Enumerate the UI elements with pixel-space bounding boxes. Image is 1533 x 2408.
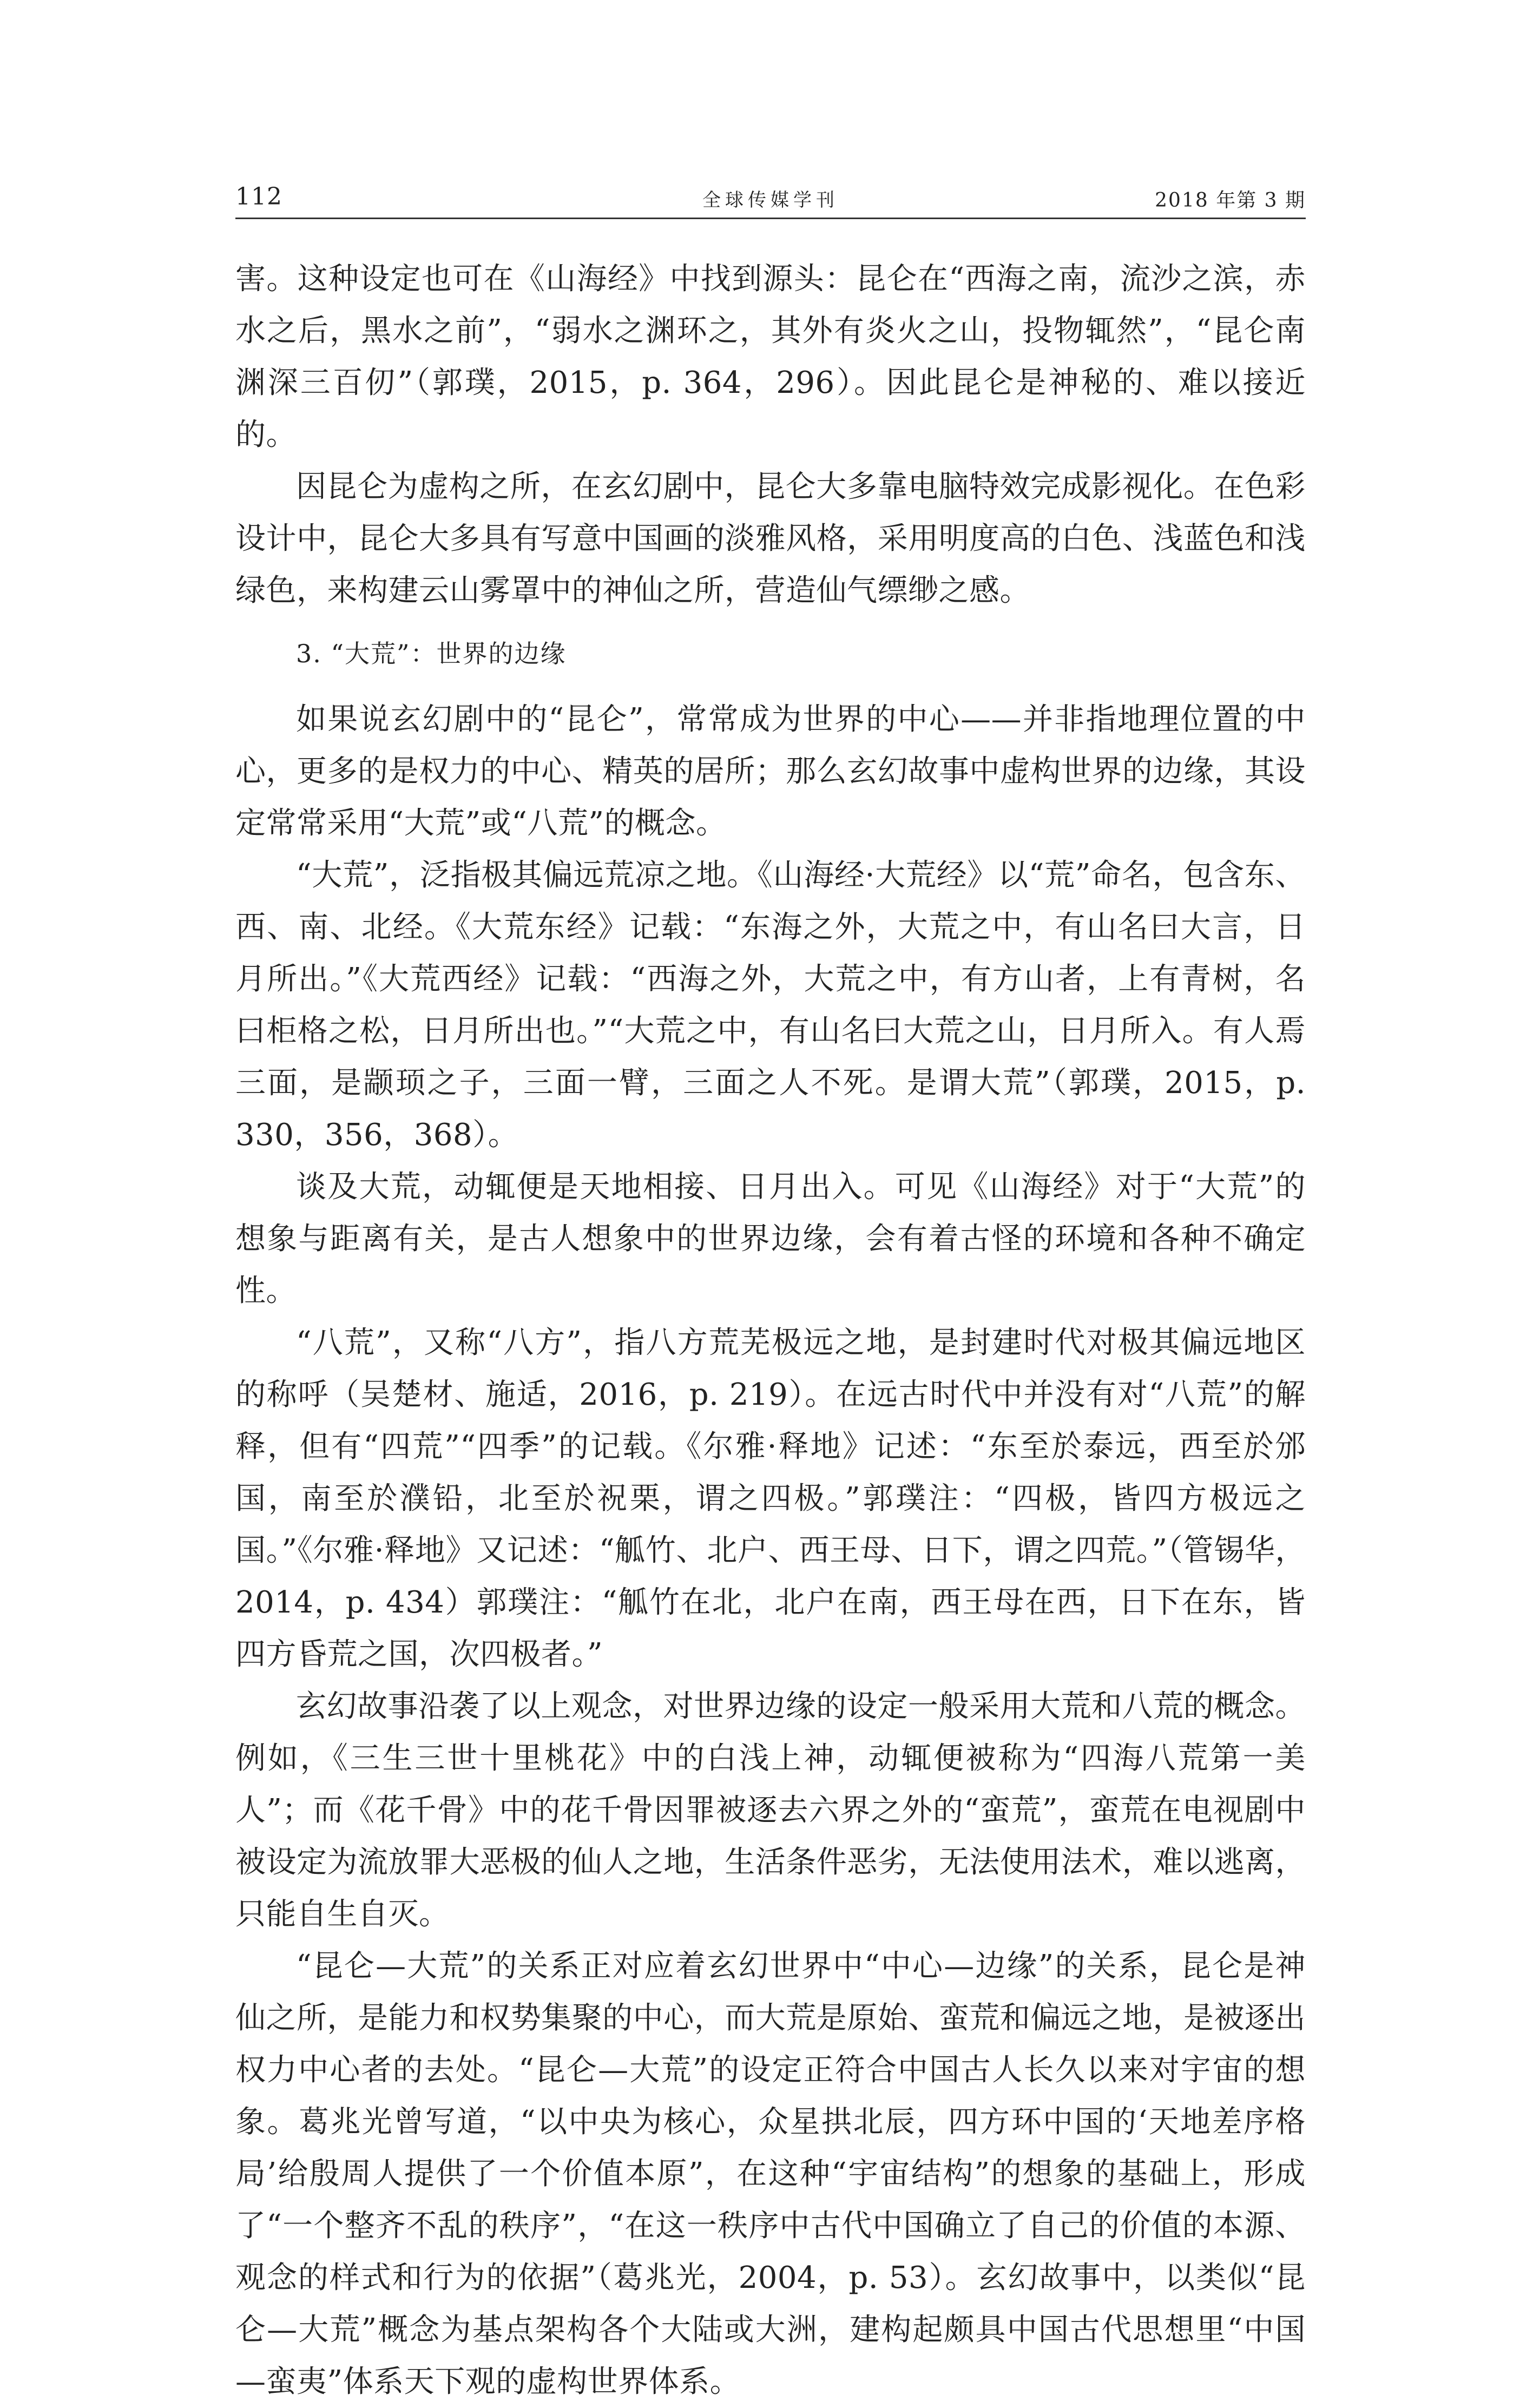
page-number: 112 (235, 183, 282, 210)
journal-title: 全球传媒学刊 (702, 189, 839, 211)
paragraph-dahuang-imagination: 谈及大荒，动辄便是天地相接、日月出入。可见《山海经》对于“大荒”的想象与距离有关，是古人想象中的世界边缘，会有着古怪的环境和各种不确定性。 (235, 1169, 1306, 1308)
paragraph-bahuang: “八荒”，又称“八方”，指八方荒芜极远之地，是封建时代对极其偏远地区的称呼（吴楚材、施适，2016，p. 219）。在远古时代中并没有对“八荒”的解释，但有“四荒”“四季”的记载。《尔雅·释地》记述：“东至於泰远，西至於邠国，南至於濮铅，北至於祝栗，谓之四极。”郭璞注：“四极，皆四方极远之国。”《尔雅·释地》又记述：“觚竹、北户、西王母、日下，谓之四荒。”（管锡华，2014，p. 434）郭璞注：“觚竹在北，北户在南，西王母在西，日下在东，皆四方昏荒之国，次四极者。” (235, 1325, 1306, 1672)
paragraph-kunlun-visuals: 因昆仑为虚构之所，在玄幻剧中，昆仑大多靠电脑特效完成影视化。在色彩设计中，昆仑大多具有写意中国画的淡雅风格，采用明度高的白色、浅蓝色和浅绿色，来构建云山雾罩中的神仙之所，营造仙气缥缈之感。 (235, 469, 1306, 608)
paragraph-continued: 害。这种设定也可在《山海经》中找到源头：昆仑在“西海之南，流沙之滨，赤水之后，黑水之前”，“弱水之渊环之，其外有炎火之山，投物辄然”，“昆仑南渊深三百仞”（郭璞，2015，p. 364，296）。因此昆仑是神秘的、难以接近的。 (235, 261, 1306, 452)
paragraph-edge-concept: 如果说玄幻剧中的“昆仑”，常常成为世界的中心——并非指地理位置的中心，更多的是权力的中心、精英的居所；那么玄幻故事中虚构世界的边缘，其设定常常采用“大荒”或“八荒”的概念。 (235, 702, 1306, 841)
running-header (235, 177, 1306, 219)
paragraph-center-periphery: “昆仑—大荒”的关系正对应着玄幻世界中“中心—边缘”的关系，昆仑是神仙之所，是能力和权势集聚的中心，而大荒是原始、蛮荒和偏远之地，是被逐出权力中心者的去处。“昆仑—大荒”的设定正符合中国古人长久以来对宇宙的想象。葛兆光曾写道，“以中央为核心，众星拱北辰，四方环中国的‘天地差序格局’给殷周人提供了一个价值本原”，在这种“宇宙结构”的想象的基础上，形成了“一个整齐不乱的秩序”，“在这一秩序中古代中国确立了自己的价值的本源、观念的样式和行为的依据”（葛兆光，2004，p. 53）。玄幻故事中，以类似“昆仑—大荒”概念为基点架构各个大陆或大洲，建构起颇具中国古代思想里“中国—蛮夷”体系天下观的虚构世界体系。 (235, 1949, 1306, 2399)
article-body (235, 253, 1306, 2408)
section-heading: 3. “大荒”：世界的边缘 (296, 639, 567, 668)
issue-label: 2018 年第 3 期 (1155, 189, 1306, 212)
paragraph-fantasy-examples: 玄幻故事沿袭了以上观念，对世界边缘的设定一般采用大荒和八荒的概念。例如，《三生三世十里桃花》中的白浅上神，动辄便被称为“四海八荒第一美人”；而《花千骨》中的花千骨因罪被逐去六界之外的“蛮荒”，蛮荒在电视剧中被设定为流放罪大恶极的仙人之地，生活条件恶劣，无法使用法术，难以逃离，只能自生自灭。 (235, 1689, 1306, 1932)
paragraph-dahuang: “大荒”，泛指极其偏远荒凉之地。《山海经·大荒经》以“荒”命名，包含东、西、南、北经。《大荒东经》记载：“东海之外，大荒之中，有山名曰大言，日月所出。”《大荒西经》记载：“西海之外，大荒之中，有方山者，上有青树，名曰柜格之松，日月所出也。”“大荒之中，有山名曰大荒之山，日月所入。有人焉三面，是颛顼之子，三面一臂，三面之人不死。是谓大荒”（郭璞，2015，p. 330，356，368）。 (235, 858, 1306, 1153)
